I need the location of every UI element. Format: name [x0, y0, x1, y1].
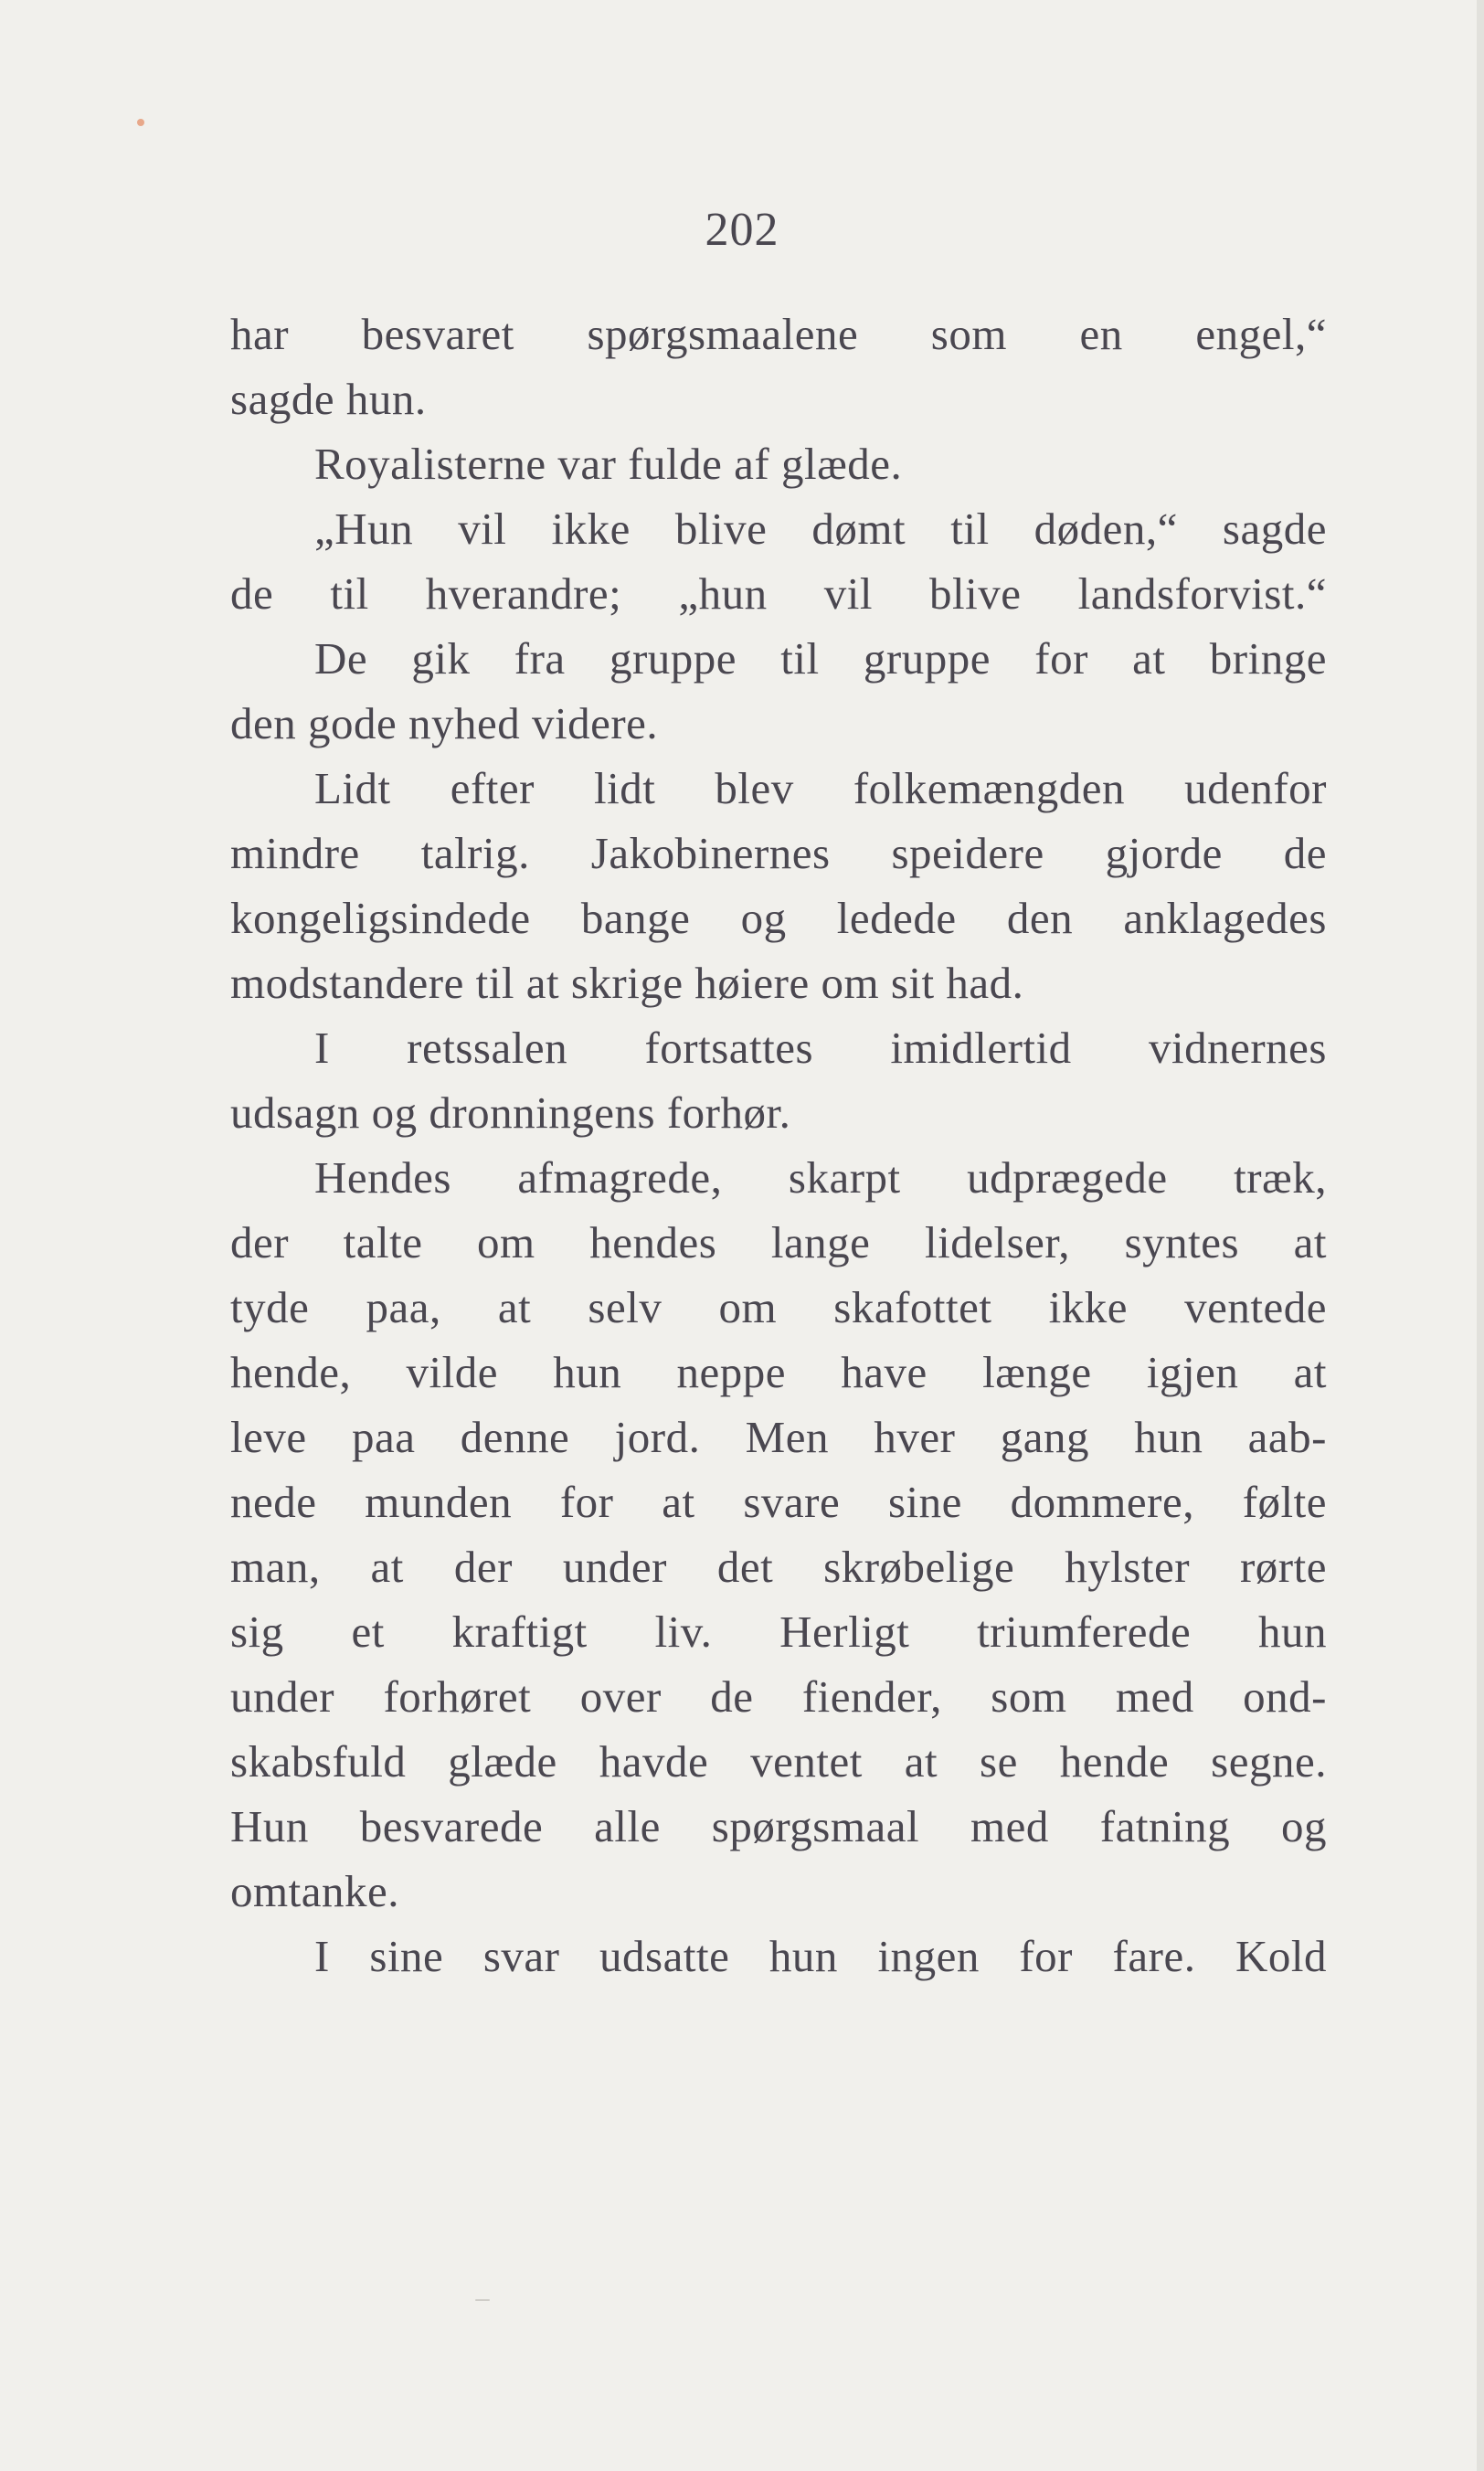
- text-line: omtanke.: [230, 1866, 399, 1916]
- text-line: udsagn og dronningens forhør.: [230, 1087, 791, 1138]
- text-line: den gode nyhed videre.: [230, 698, 659, 748]
- text-line: „Hun vil ikke blive dømt til døden,“ sagde: [314, 504, 1327, 554]
- text-line: modstandere til at skrige høiere om sit had.: [230, 958, 1024, 1008]
- text-line: under forhøret over de fiender, som med ond-: [230, 1671, 1327, 1722]
- text-line: I retssalen fortsattes imidlertid vidnernes: [314, 1023, 1327, 1073]
- text-line: mindre talrig. Jakobinernes speidere gjorde de: [230, 828, 1327, 878]
- text-line: I sine svar udsatte hun ingen for fare. Kold: [314, 1931, 1327, 1981]
- text-line: der talte om hendes lange lidelser, syntes at: [230, 1217, 1327, 1267]
- body-text: [230, 302, 1327, 1988]
- page-number: 202: [705, 204, 779, 256]
- text-line: de til hverandre; „hun vil blive landsforvist.“: [230, 568, 1327, 619]
- page-edge-shadow: [1477, 0, 1484, 2471]
- text-line: har besvaret spørgsmaalene som en engel,“: [230, 309, 1327, 359]
- text-line: skabsfuld glæde havde ventet at se hende segne.: [230, 1736, 1327, 1787]
- text-line: De gik fra gruppe til gruppe for at bringe: [314, 633, 1327, 684]
- text-line: sagde hun.: [230, 374, 427, 424]
- text-line: Hun besvarede alle spørgsmaal med fatning og: [230, 1801, 1327, 1851]
- text-line: tyde paa, at selv om skafottet ikke ventede: [230, 1282, 1327, 1332]
- text-line: Hendes afmagrede, skarpt udprægede træk,: [314, 1152, 1327, 1203]
- text-line: leve paa denne jord. Men hver gang hun aab-: [230, 1412, 1327, 1462]
- text-line: man, at der under det skrøbelige hylster rørte: [230, 1542, 1327, 1592]
- text-line: sig et kraftigt liv. Herligt triumferede hun: [230, 1607, 1327, 1657]
- ink-speck: [137, 119, 144, 126]
- text-line: kongeligsindede bange og ledede den anklagedes: [230, 893, 1327, 943]
- dust-speck: [475, 2299, 490, 2301]
- text-line: Royalisterne var fulde af glæde.: [314, 439, 903, 489]
- text-line: Lidt efter lidt blev folkemængden udenfor: [314, 763, 1327, 813]
- text-line: nede munden for at svare sine dommere, følte: [230, 1477, 1327, 1527]
- text-line: hende, vilde hun neppe have længe igjen at: [230, 1347, 1327, 1397]
